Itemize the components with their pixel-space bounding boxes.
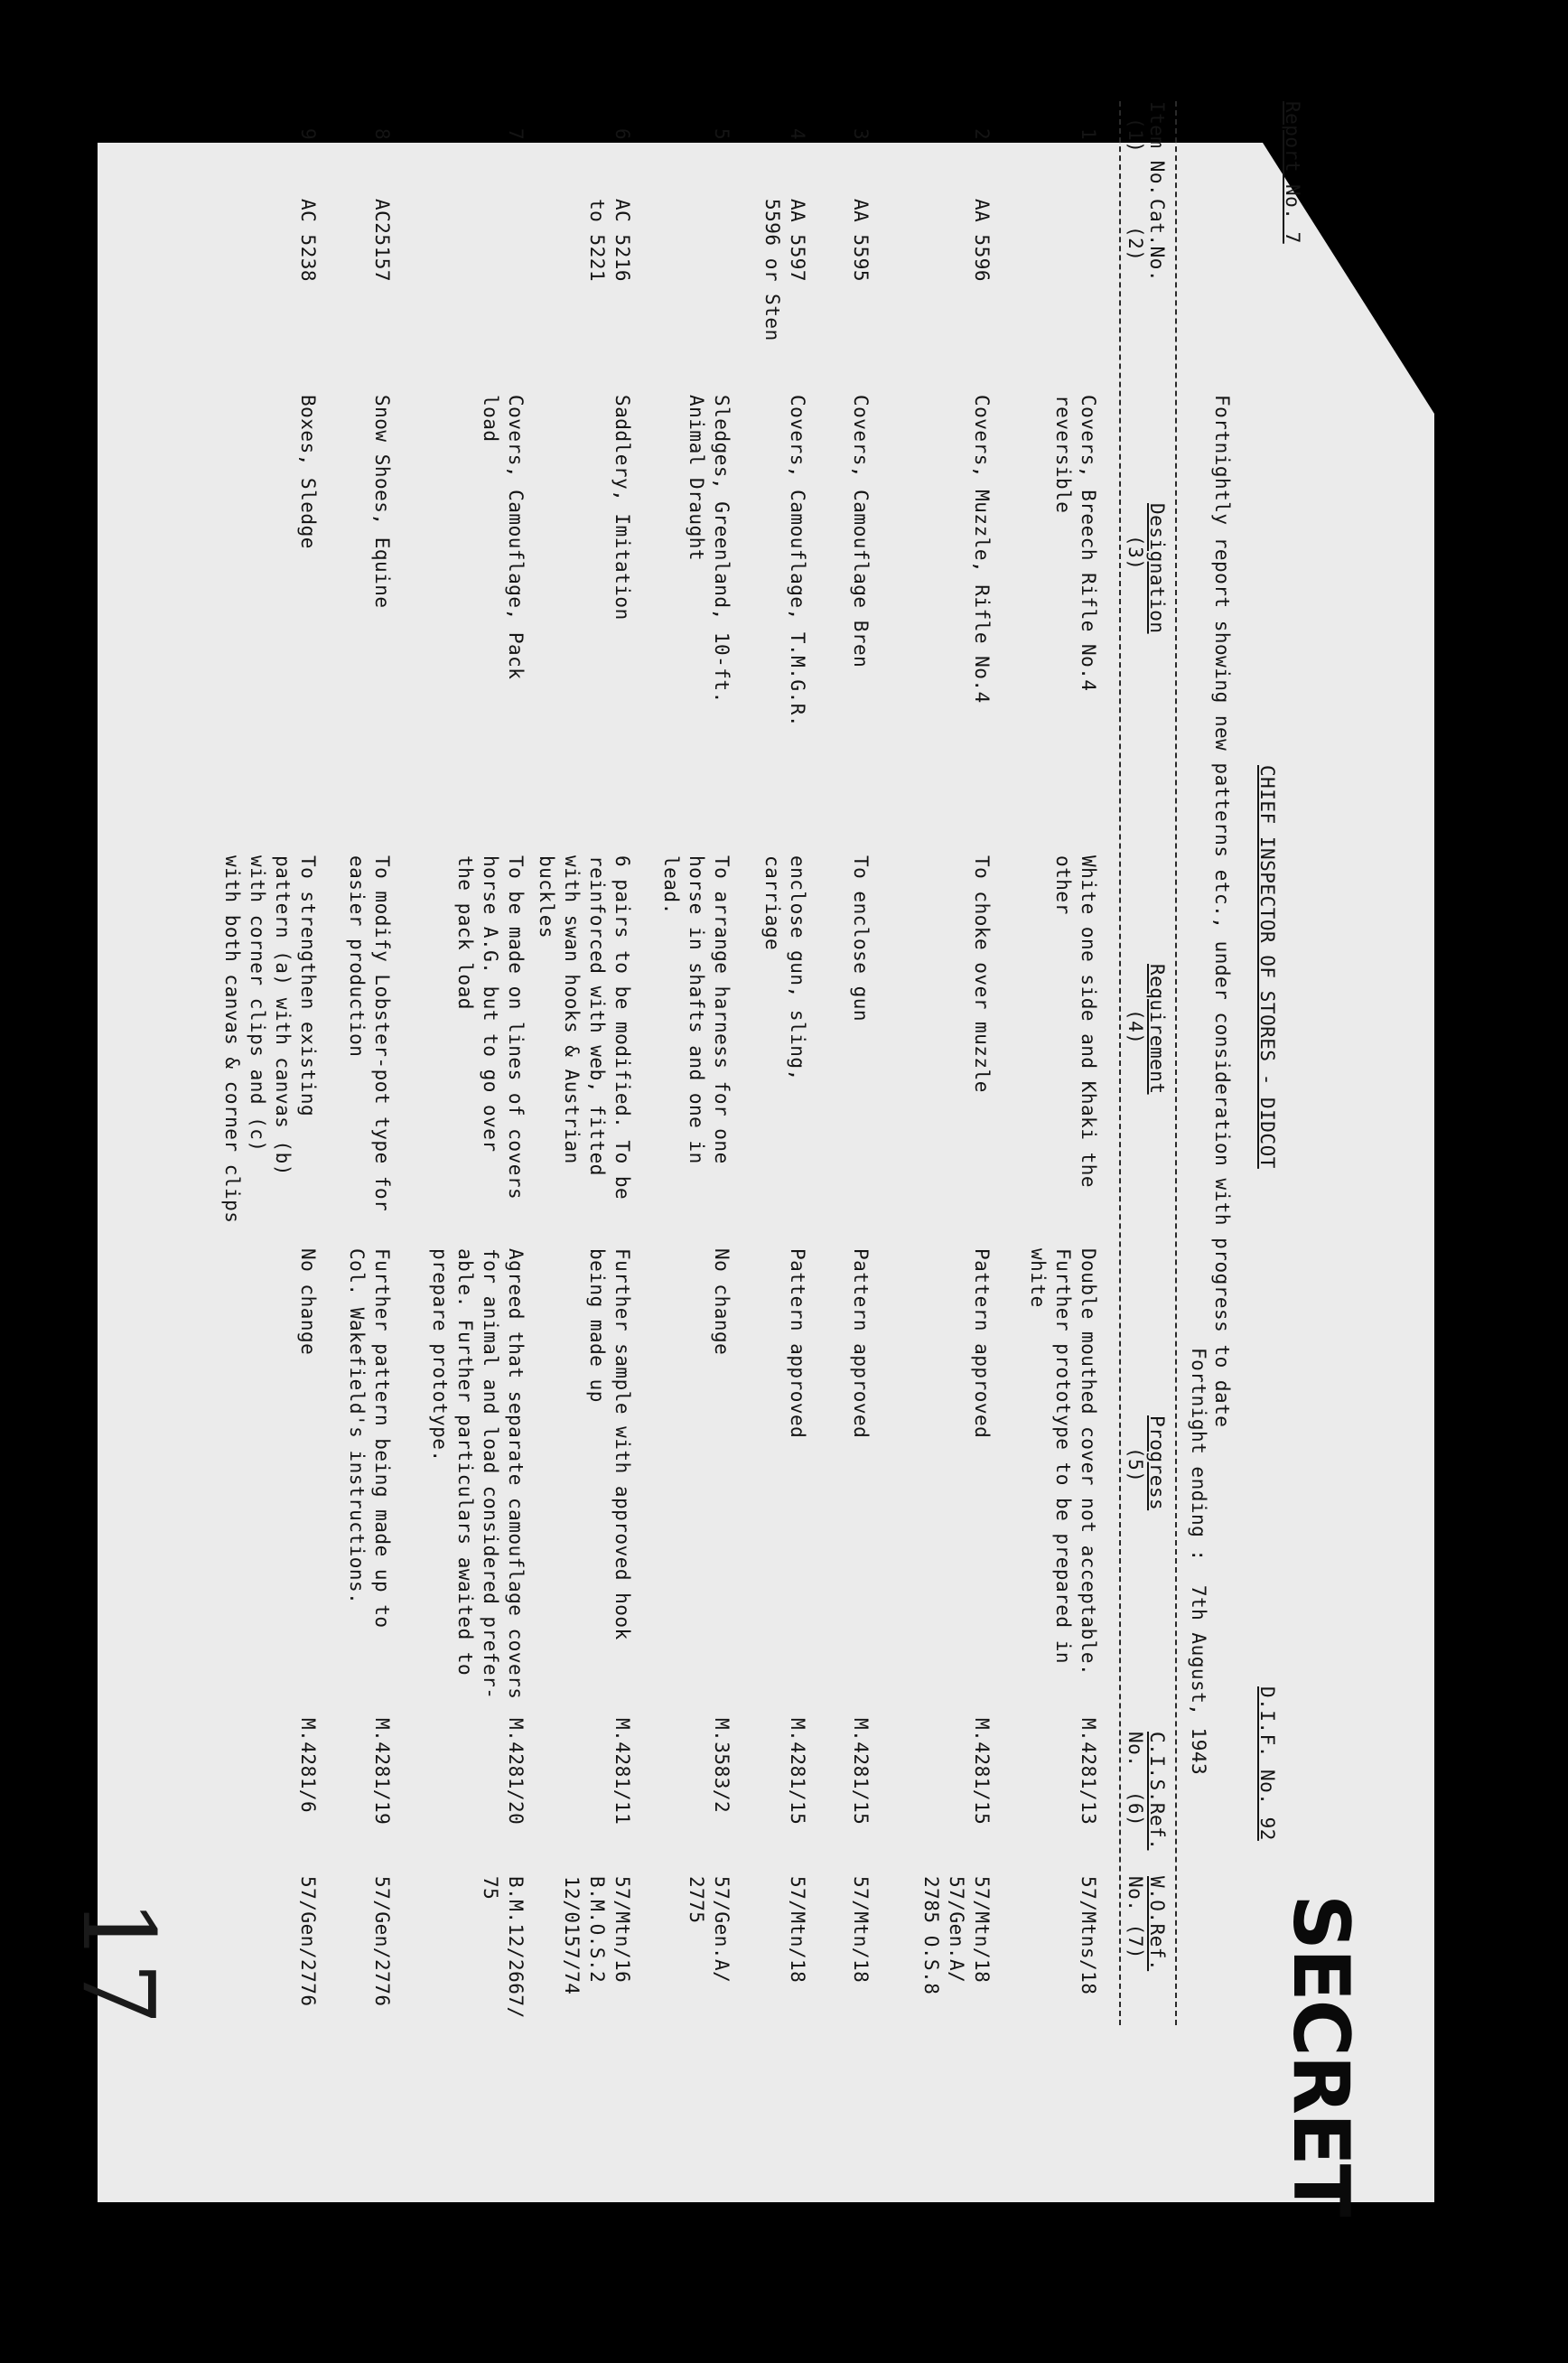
designation: Covers, Camouflage Bren — [850, 395, 872, 668]
wo-ref: 57/Gen/2776 — [297, 1876, 319, 2007]
handwritten-folio-number: 17 — [61, 1899, 176, 2025]
progress: Pattern approved — [787, 1248, 808, 1439]
designation: Covers, Camouflage, T.M.G.R. — [787, 395, 808, 728]
cis-ref: M.4281/15 — [850, 1718, 872, 1826]
requirement: To arrange harness for one horse in shafts and one in lead. — [660, 855, 733, 1164]
col-cis-heading: C.I.S.Ref. — [1146, 1732, 1168, 1851]
cis-ref: M.4281/15 — [787, 1718, 808, 1826]
col-wo-heading: W.O.Ref. — [1146, 1876, 1168, 1972]
report-number: Report No. 7 — [1282, 101, 1303, 244]
requirement: To enclose gun — [850, 855, 872, 1023]
wo-ref: 57/Mtn/18 — [850, 1876, 872, 1984]
col-cat-number: (2) — [1125, 226, 1146, 262]
report-subtitle: Fortnightly report showing new patterns etc., under consideration with progress to date — [1211, 395, 1233, 1428]
requirement: To choke over muzzle — [971, 855, 993, 1093]
rotated-report — [23, 101, 1366, 2216]
col-requirement-number: (4) — [1125, 1009, 1146, 1045]
designation: Saddlery, Imitation — [611, 395, 633, 621]
cis-ref: M.3583/2 — [711, 1718, 733, 1814]
requirement: To modify Lobster-pot type for easier production — [346, 855, 393, 1212]
cat-number: AA 5595 — [850, 199, 872, 283]
cis-ref: M.4281/15 — [971, 1718, 993, 1826]
wo-ref: 57/Mtn/18 57/Gen.A/ 2785 O.S.8 — [920, 1876, 993, 1995]
wo-ref: 57/Gen/2776 — [371, 1876, 393, 2007]
progress: Further sample with approved hook being made up — [586, 1248, 633, 1640]
designation: Sledges, Greenland, 10-ft. Animal Draught — [686, 395, 733, 704]
designation: Boxes, Sledge — [297, 395, 319, 549]
wo-ref: 57/Mtns/18 — [1078, 1876, 1099, 1995]
fortnight-ending: Fortnight ending : 7th August, 1943 — [1188, 1348, 1209, 1776]
col-item-number: (1) — [1125, 117, 1146, 154]
progress: No change — [297, 1248, 319, 1356]
requirement: White one side and Khaki the other — [1052, 855, 1099, 1189]
col-designation-number: (3) — [1125, 535, 1146, 571]
designation: Covers, Muzzle, Rifle No.4 — [971, 395, 993, 704]
col-progress-number: (5) — [1125, 1447, 1146, 1483]
cis-ref: M.4281/19 — [371, 1718, 393, 1826]
item-number: 4 — [787, 128, 808, 141]
item-number: 5 — [711, 128, 733, 141]
col-designation-heading: Designation — [1146, 503, 1168, 634]
progress: Pattern approved — [850, 1248, 872, 1439]
wo-ref: 57/Mtn/16 B.M.O.S.2 12/0157/74 — [561, 1876, 633, 1995]
requirement: enclose gun, sling, carriage — [761, 855, 808, 1081]
cis-ref: M.4281/11 — [611, 1718, 633, 1826]
requirement: 6 pairs to be modified. To be reinforced with web, fitted with swan hooks & Austrian buckles — [536, 855, 633, 1200]
cis-ref: M.4281/20 — [505, 1718, 527, 1826]
header-rule-top — [1175, 101, 1177, 2025]
item-number: 7 — [505, 128, 527, 141]
item-number: 8 — [371, 128, 393, 141]
item-number: 6 — [611, 128, 633, 141]
progress: No change — [711, 1248, 733, 1356]
cat-number: AC 5216 to 5221 — [586, 199, 633, 283]
item-number: 9 — [297, 128, 319, 141]
secret-stamp: SECRET — [1275, 1894, 1366, 2216]
requirement: To be made on lines of covers horse A.G. but to go over the pack load — [454, 855, 527, 1200]
col-requirement-heading: Requirement — [1146, 964, 1168, 1095]
cat-number: AC 5238 — [297, 199, 319, 283]
header-rule-bottom — [1119, 101, 1121, 2025]
progress: Pattern approved — [971, 1248, 993, 1439]
cat-number: AC25157 — [371, 199, 393, 283]
col-wo-number: No. (7) — [1125, 1876, 1146, 1960]
item-number: 1 — [1078, 128, 1099, 141]
col-item-heading: Item No. — [1146, 101, 1168, 197]
progress: Double mouthed cover not acceptable. Further prototype to be prepared in white — [1027, 1248, 1099, 1677]
office-title: CHIEF INSPECTOR OF STORES - DIDCOT — [1256, 765, 1278, 1169]
requirement: To strengthen existing pattern (a) with canvas (b) with corner clips and (c) with both canvas & corner clips — [221, 855, 319, 1224]
cat-number: AA 5597 5596 or Sten — [761, 199, 808, 341]
designation: Covers, Camouflage, Pack load — [480, 395, 527, 680]
progress: Further pattern being made up to Col. Wakefield's instructions. — [346, 1248, 393, 1629]
progress: Agreed that separate camouflage covers for animal and load considered prefer- able. Further particulars awaited to prepare prototype. — [429, 1248, 527, 1700]
designation: Covers, Breech Rifle No.4 reversible — [1052, 395, 1099, 692]
wo-ref: 57/Mtn/18 — [787, 1876, 808, 1984]
dif-number: D.I.F. No. 92 — [1256, 1686, 1278, 1841]
wo-ref: 57/Gen.A/ 2775 — [686, 1876, 733, 1984]
designation: Snow Shoes, Equine — [371, 395, 393, 609]
cis-ref: M.4281/13 — [1078, 1718, 1099, 1826]
cat-number: AA 5596 — [971, 199, 993, 283]
col-progress-heading: Progress — [1146, 1415, 1168, 1511]
item-number: 3 — [850, 128, 872, 141]
item-number: 2 — [971, 128, 993, 141]
col-cat-heading: Cat.No. — [1146, 199, 1168, 283]
wo-ref: B.M.12/2667/ 75 — [480, 1876, 527, 2019]
cis-ref: M.4281/6 — [297, 1718, 319, 1814]
col-cis-number: No. (6) — [1125, 1732, 1146, 1827]
